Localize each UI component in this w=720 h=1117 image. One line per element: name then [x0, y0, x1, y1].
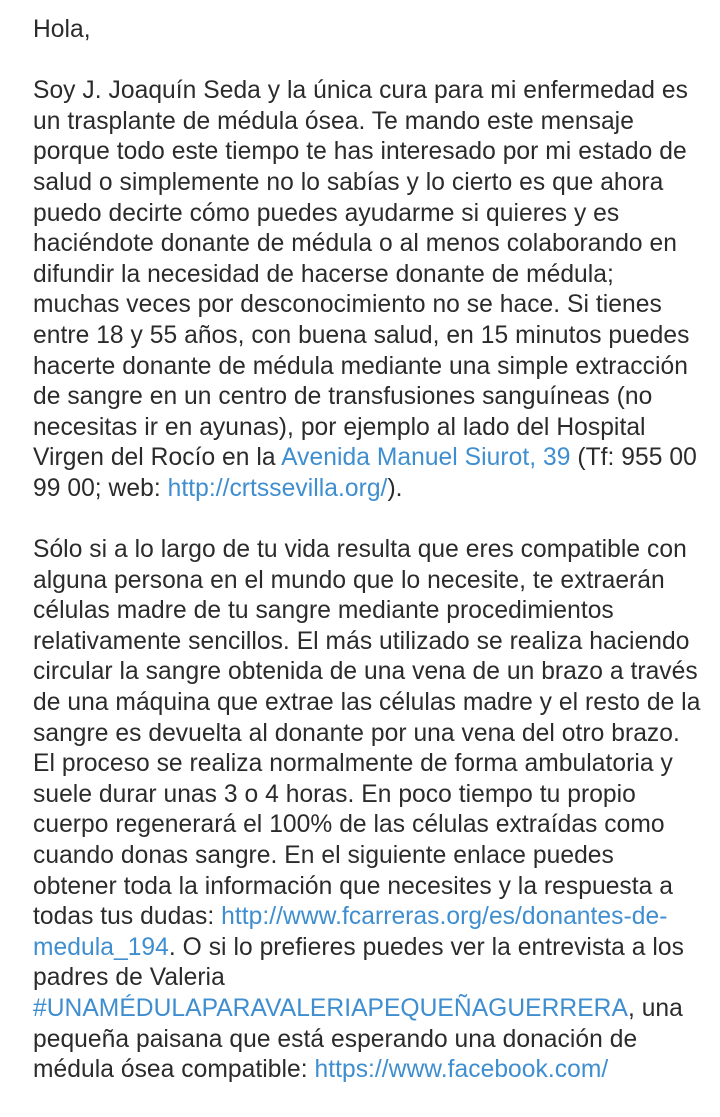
facebook-link[interactable]: https://www.facebook.com/: [314, 1056, 609, 1084]
fcarreras-link[interactable]: http://www.fcarreras.org/es/donantes-de-medula_194: [33, 903, 668, 961]
crtssevilla-link[interactable]: http://crtssevilla.org/: [167, 474, 388, 502]
paragraph-donation-info: [33, 76, 704, 504]
greeting: Hola,: [33, 16, 91, 43]
hashtag-link[interactable]: #UNAMÉDULAPARAVALERIAPEQUEÑAGUERRERA: [33, 995, 628, 1022]
address-link[interactable]: Avenida Manuel Siurot, 39: [281, 444, 571, 472]
paragraph-procedure-info: [33, 535, 704, 1086]
paragraph-text-mid: . O si lo prefieres puedes ver la entrevista a los padres de Valeria: [33, 933, 684, 992]
paragraph-text: Soy J. Joaquín Seda y la única cura para mi enfermedad es un trasplante de médula ósea. Te mando este mensaje porque todo este tiempo te has interesado por mi estado de salud o simplemente no lo sabías y lo cierto es que ahora puedo decirte cómo puedes ayudarme si quieres y es haciéndote donante de médula o al menos colaborando en difundir la necesidad de hacerse donante de médula; muchas veces por desconocimiento no se hace. Si tienes entre 18 y 55 años, con buena salud, en 15 minutos puedes hacerte donante de médula mediante una simple extracción de sangre en un centro de transfusiones sanguíneas (no necesitas ir en ayunas), por ejemplo al lado del Hospital Virgen del Rocío en la: [33, 77, 690, 472]
paragraph-text-end: ).: [387, 474, 403, 502]
paragraph-text: Sólo si a lo largo de tu vida resulta que eres compatible con alguna persona en el mundo que lo necesite, te extraerán células madre de tu sangre mediante procedimientos relativamente sencillos. El más utilizado se realiza haciendo circular la sangre obtenida de una vena de un brazo a través de una máquina que extrae las células madre y el resto de la sangre es devuelta al donante por una vena del otro brazo. El proceso se realiza normalmente de forma ambulatoria y suele durar unas 3 o 4 horas. En poco tiempo tu propio cuerpo regenerará el 100% de las células extraídas como cuando donas sangre. En el siguiente enlace puedes obtener toda la información que necesites y la respuesta a todas tus dudas:: [33, 536, 701, 931]
paragraph-text-mid2: , una pequeña paisana que está esperando una donación de médula ósea compatible:: [33, 995, 683, 1084]
phone-text: (Tf: 955 00 99 00; web:: [33, 444, 697, 502]
